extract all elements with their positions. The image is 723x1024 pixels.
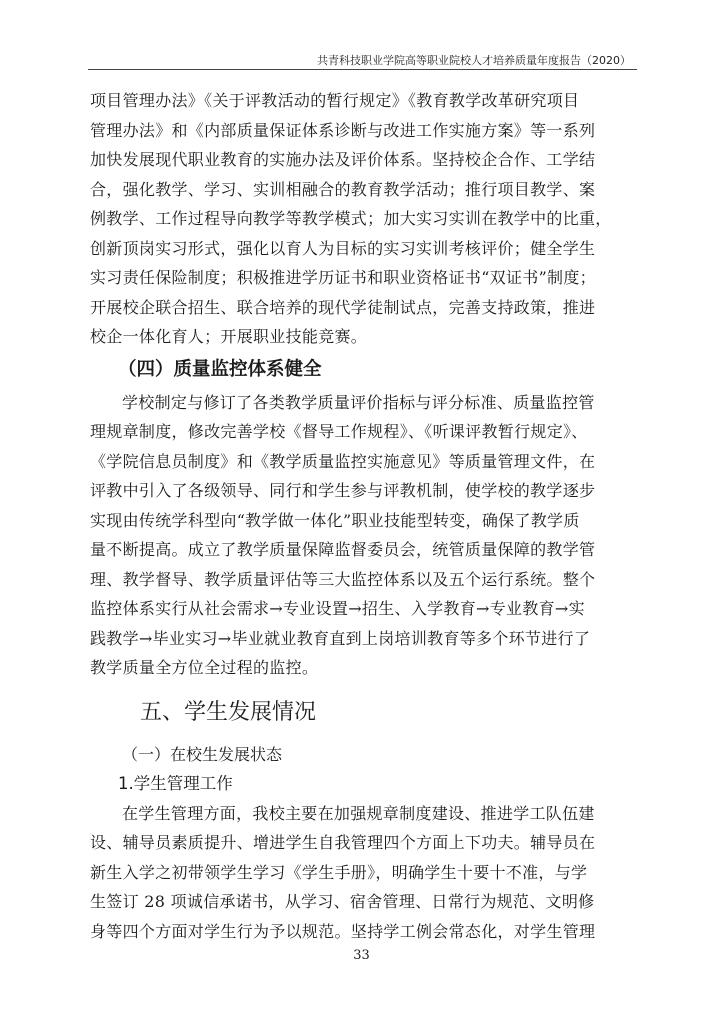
paragraph-line: 加快发展现代职业教育的实施办法及评价体系。坚持校企合作、工学结 xyxy=(90,150,596,169)
running-header: 共青科技职业学院高等职业院校人才培养质量年度报告（2020） xyxy=(317,54,631,67)
paragraph-line: 《学院信息员制度》和《教学质量监控实施意见》等质量管理文件，在 xyxy=(90,451,596,471)
section-heading: （一）在校生发展状态 xyxy=(122,744,283,764)
paragraph-line: 合，强化教学、学习、实训相融合的教育教学活动；推行项目教学、案 xyxy=(90,179,596,199)
paragraph-line: 理规章制度，修改完善学校《督导工作规程》、《听课评教暂行规定》、 xyxy=(90,422,588,441)
paragraph-line: 开展校企联合招生、联合培养的现代学徒制试点，完善支持政策，推进 xyxy=(90,297,596,317)
subheading-quality-monitoring: （四）质量监控体系健全 xyxy=(118,358,322,380)
paragraph-line: 评教中引入了各级领导、同行和学生参与评教机制，使学校的教学逐步 xyxy=(90,481,596,500)
paragraph-line: 创新顶岗实习形式，强化以育人为目标的实习实训考核评价；健全学生 xyxy=(90,238,596,258)
paragraph-line: 理、教学督导、教学质量评估等三大监控体系以及五个运行系统。整个 xyxy=(90,569,596,589)
paragraph-line: 监控体系实行从社会需求→专业设置→招生、入学教育→专业教育→实 xyxy=(90,599,585,618)
page-number: 33 xyxy=(353,948,370,963)
paragraph-line: 在学生管理方面，我校主要在加强规章制度建设、推进学工队伍建 xyxy=(122,803,595,823)
paragraph-line: 新生入学之初带领学生学习《学生手册》，明确学生十要十不准，与学 xyxy=(90,862,588,882)
paragraph-line: 校企一体化育人；开展职业技能竞赛。 xyxy=(90,327,368,346)
paragraph-2 xyxy=(90,388,635,683)
header-rule xyxy=(88,69,637,70)
paragraph-3 xyxy=(90,799,635,947)
paragraph-line: 管理办法》和《内部质量保证体系诊断与改进工作实施方案》等一系列 xyxy=(90,120,596,140)
paragraph-line: 实习责任保险制度；积极推进学历证书和职业资格证书“双证书”制度； xyxy=(90,268,596,287)
paragraph-1 xyxy=(90,86,635,352)
paragraph-line: 践教学→毕业实习→毕业就业教育直到上岗培训教育等多个环节进行了 xyxy=(90,628,591,648)
paragraph-line: 教学质量全方位全过程的监控。 xyxy=(90,658,319,677)
paragraph-line: 学校制定与修订了各类教学质量评价指标与评分标准、质量监控管 xyxy=(122,392,595,412)
paragraph-line: 设、辅导员素质提升、增进学生自我管理四个方面上下功夫。辅导员在 xyxy=(90,833,596,852)
paragraph-line: 生签订 28 项诚信承诺书，从学习、宿舍管理、日常行为规范、文明修 xyxy=(90,892,595,911)
paragraph-line: 例教学、工作过程导向教学等教学模式；加大实习实训在教学中的比重， xyxy=(90,209,612,228)
paragraph-line: 量不断提高。成立了教学质量保障监督委员会，统管质量保障的教学管 xyxy=(90,540,596,559)
item-heading: 1.学生管理工作 xyxy=(118,773,233,793)
paragraph-line: 项目管理办法》《关于评教活动的暂行规定》《教育教学改革研究项目 xyxy=(90,91,580,110)
chapter-heading: 五、学生发展情况 xyxy=(140,699,317,725)
paragraph-line: 实现由传统学科型向“教学做一体化”职业技能型转变，确保了教学质 xyxy=(90,510,580,530)
paragraph-line: 身等四个方面对学生行为予以规范。坚持学工例会常态化，对学生管理 xyxy=(90,921,596,941)
document-body xyxy=(90,86,635,946)
